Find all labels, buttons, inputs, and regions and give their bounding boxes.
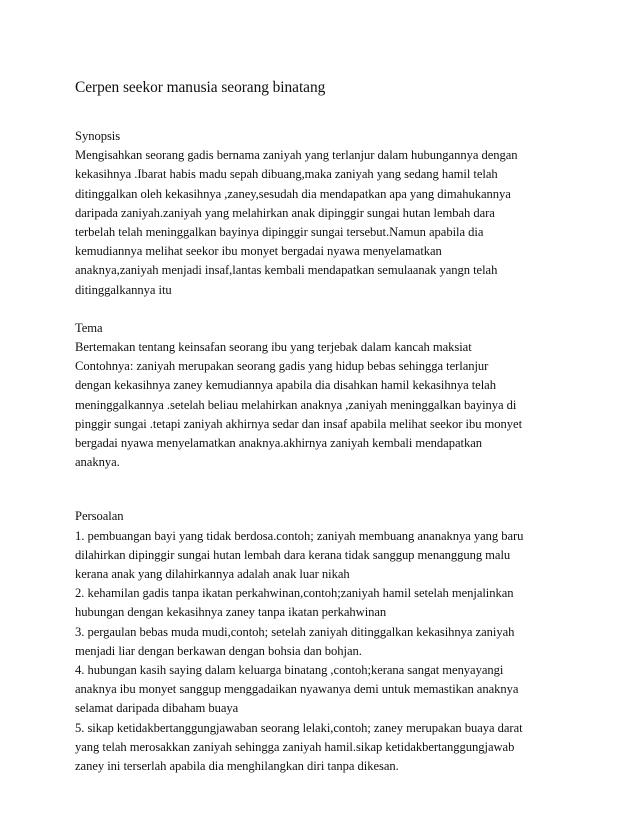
synopsis-line: anaknya,zaniyah menjadi insaf,lantas kembali mendapatkan semulaanak yangn telah <box>75 263 498 278</box>
persoalan-line: dilahirkan dipinggir sungai hutan lembah dara kerana tidak sanggup menanggung malu <box>75 547 511 562</box>
persoalan-line: kerana anak yang dilahirkannya adalah anak luar nikah <box>75 567 350 582</box>
synopsis-line: ditinggalkan oleh kekasihnya ,zaney,sesudah dia mendapatkan apa yang dimahukannya <box>75 186 511 201</box>
document-title: Cerpen seekor manusia seorang binatang <box>75 79 326 96</box>
tema-line: meninggalkannya .setelah beliau melahirkan anaknya ,zaniyah meninggalkan bayinya di <box>75 397 517 412</box>
synopsis-line: Mengisahkan seorang gadis bernama zaniyah yang terlanjur dalam hubungannya dengan <box>75 148 518 163</box>
synopsis-line: daripada zaniyah.zaniyah yang melahirkan anak dipinggir sungai hutan lembah dara <box>75 205 495 220</box>
persoalan-line: hubungan dengan kekasihnya zaney tanpa ikatan perkahwinan <box>75 605 387 620</box>
synopsis-line: kekasihnya .Ibarat habis madu sepah dibuang,maka zaniyah yang sedang hamil telah <box>75 167 498 182</box>
tema-line: Bertemakan tentang keinsafan seorang ibu yang terjebak dalam kancah maksiat <box>75 340 472 355</box>
synopsis-line: terbelah telah meninggalkan bayinya dipinggir sungai tersebut.Namun apabila dia <box>75 225 484 240</box>
synopsis-line: kemudiannya melihat seekor ibu monyet bergadai nyawa menyelamatkan <box>75 244 442 259</box>
section-heading-persoalan: Persoalan <box>75 509 124 524</box>
tema-line: Contohnya: zaniyah merupakan seorang gadis yang hidup bebas sehingga terlanjur <box>75 359 489 374</box>
tema-line: pinggir sungai .tetapi zaniyah akhirnya sedar dan insaf apabila melihat seekor ibu monyet <box>75 416 523 431</box>
persoalan-line: 1. pembuangan bayi yang tidak berdosa.contoh; zaniyah membuang ananaknya yang baru <box>75 528 524 543</box>
persoalan-line: zaney ini terserlah apabila dia menghilangkan diri tanpa dikesan. <box>75 759 399 774</box>
synopsis-line: ditinggalkannya itu <box>75 282 172 297</box>
synopsis-section <box>75 127 575 300</box>
tema-line: dengan kekasihnya zaney kemudiannya apabila dia disahkan hamil kekasihnya telah <box>75 378 496 393</box>
persoalan-line: 4. hubungan kasih saying dalam keluarga binatang ,contoh;kerana sangat menyayangi <box>75 663 504 678</box>
persoalan-line: selamat daripada dibaham buaya <box>75 701 239 716</box>
persoalan-section <box>75 507 575 776</box>
tema-line: anaknya. <box>75 455 120 470</box>
tema-line: bergadai nyawa menyelamatkan anaknya.akhirnya zaniyah kembali mendapatkan <box>75 436 482 451</box>
section-spacer <box>75 300 575 319</box>
section-heading-synopsis: Synopsis <box>75 129 121 143</box>
persoalan-line: 3. pergaulan bebas muda mudi,contoh; setelah zaniyah ditinggalkan kekasihnya zaniyah <box>75 624 515 639</box>
section-spacer <box>75 472 575 507</box>
document-page <box>75 78 575 776</box>
persoalan-line: 5. sikap ketidakbertanggungjawaban seorang lelaki,contoh; zaney merupakan buaya darat <box>75 720 523 735</box>
persoalan-line: anaknya ibu monyet sanggup menggadaikan nyawanya demi untuk memastikan anaknya <box>75 682 519 697</box>
persoalan-line: 2. kehamilan gadis tanpa ikatan perkahwinan,contoh;zaniyah hamil setelah menjalinkan <box>75 586 514 601</box>
persoalan-line: yang telah merosakkan zaniyah sehingga zaniyah hamil.sikap ketidakbertanggungjawab <box>75 739 515 754</box>
section-heading-tema: Tema <box>75 320 103 335</box>
tema-section <box>75 319 575 473</box>
persoalan-line: menjadi liar dengan berkawan dengan bohsia dan bohjan. <box>75 643 362 658</box>
